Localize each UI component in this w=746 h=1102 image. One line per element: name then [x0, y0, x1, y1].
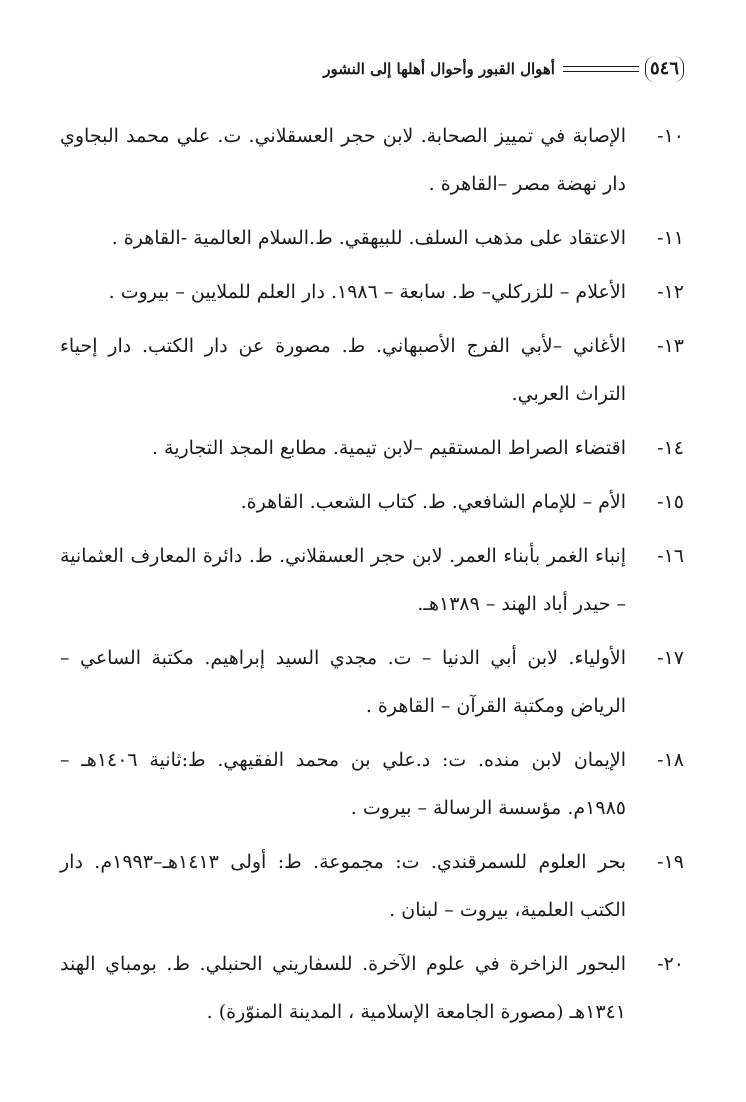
entry-text: الأعلام – للزركلي– ط. سابعة – ١٩٨٦. دار العلم للملايين – بيروت . [108, 281, 626, 303]
entry-text: اقتضاء الصراط المستقيم –لابن تيمية. مطابع المجد التجارية . [151, 437, 626, 459]
entry-number: ١٤- [657, 437, 684, 459]
entry-text: الإصابة في تمييز الصحابة. لابن حجر العسقلاني. ت. علي محمد البجاوي دار نهضة مصر –القاهرة . [60, 125, 626, 195]
bibliography-entry [60, 940, 684, 1036]
entry-text: الأغاني –لأبي الفرج الأصبهاني. ط. مصورة عن دار الكتب. دار إحياء التراث العربي. [60, 335, 626, 405]
bibliography-entry [60, 532, 684, 628]
entry-text: الإيمان لابن منده. ت: د.علي بن محمد الفقيهي. ط:ثانية ١٤٠٦هـ – ١٩٨٥م. مؤسسة الرسالة – بيروت . [60, 749, 626, 819]
entry-number: ٢٠- [657, 953, 684, 975]
bibliography-entry [60, 268, 684, 316]
book-title: أهوال القبور وأحوال أهلها إلى النشور [323, 60, 555, 78]
bibliography-entry [60, 322, 684, 418]
bibliography-entry [60, 478, 684, 526]
entry-text: بحر العلوم للسمرقندي. ت: مجموعة. ط: أولى ١٤١٣هـ–١٩٩٣م. دار الكتب العلمية، بيروت – لبنان . [60, 851, 626, 921]
entry-text: البحور الزاخرة في علوم الآخرة. للسفاريني الحنبلي. ط. بومباي الهند ١٣٤١هـ (مصورة الجامعة الإسلامية ، المدينة المنوّرة) . [60, 953, 626, 1023]
entry-number: ١٧- [657, 647, 684, 669]
entry-text: إنباء الغمر بأبناء العمر. لابن حجر العسقلاني. ط. دائرة المعارف العثمانية – حيدر أباد الهند – ١٣٨٩هـ. [60, 545, 626, 615]
running-header [62, 47, 684, 91]
entry-number: ١٠- [657, 125, 684, 147]
entry-number: ١١- [657, 227, 684, 249]
entry-number: ١٦- [657, 545, 684, 567]
bibliography-entry [60, 214, 684, 262]
entry-number: ١٩- [657, 851, 684, 873]
bibliography-list [60, 112, 684, 1042]
entry-number: ١٣- [657, 335, 684, 357]
page-number: ٥٤٦ [645, 56, 684, 82]
bibliography-entry [60, 112, 684, 208]
header-rule [563, 66, 639, 72]
bibliography-entry [60, 736, 684, 832]
entry-number: ١٥- [657, 491, 684, 513]
entry-text: الأولياء. لابن أبي الدنيا – ت. مجدي السيد إبراهيم. مكتبة الساعي – الرياض ومكتبة القرآن – القاهرة . [60, 647, 626, 717]
entry-number: ١٢- [657, 281, 684, 303]
entry-text: الأم – للإمام الشافعي. ط. كتاب الشعب. القاهرة. [240, 491, 626, 513]
bibliography-entry [60, 838, 684, 934]
bibliography-entry [60, 634, 684, 730]
bibliography-entry [60, 424, 684, 472]
entry-text: الاعتقاد على مذهب السلف. للبيهقي. ط.السلام العالمية -القاهرة . [111, 227, 626, 249]
entry-number: ١٨- [657, 749, 684, 771]
